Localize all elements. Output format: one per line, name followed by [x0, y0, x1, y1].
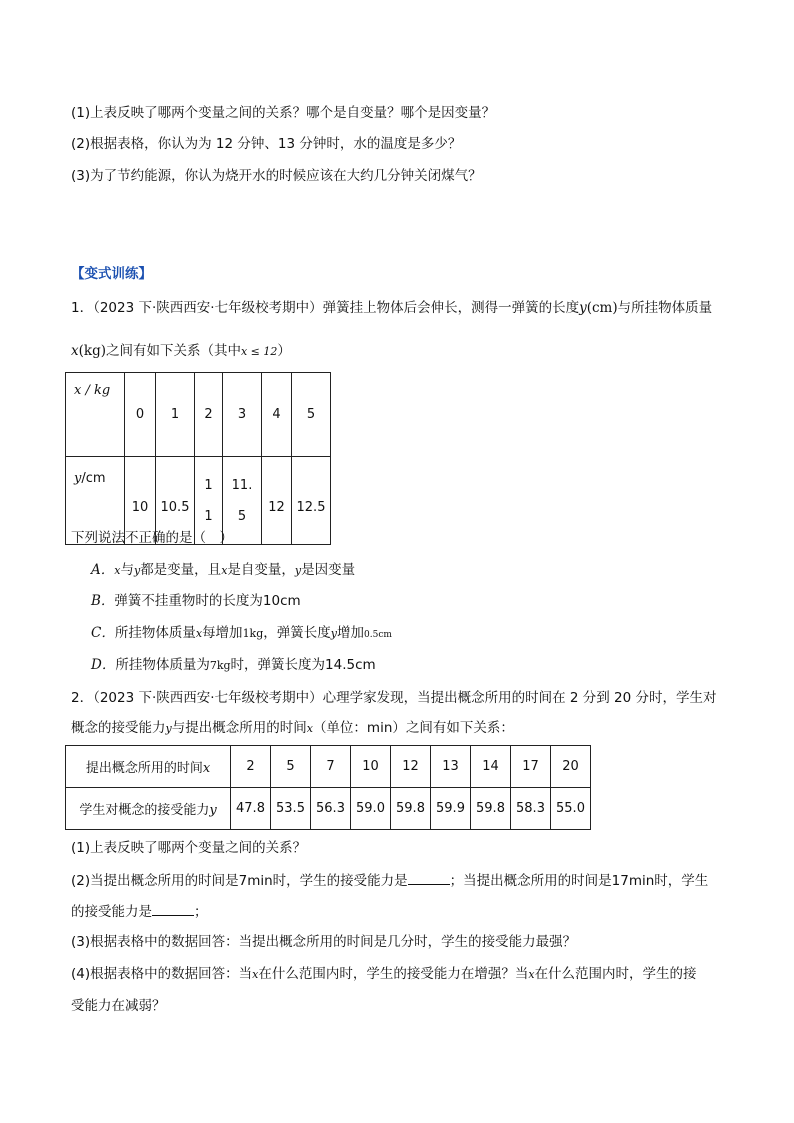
table-cell: 14	[471, 746, 511, 788]
q2-stem-c: （单位：min）之间有如下关系：	[312, 720, 514, 736]
q1-option-b	[91, 591, 301, 611]
var-x: x	[114, 564, 121, 577]
table-cell: 4	[262, 373, 292, 457]
table-header-y-var: y	[74, 471, 82, 486]
question-1: (1)上表反映了哪两个变量之间的关系？哪个是自变量？哪个是因变量？	[71, 105, 496, 121]
q1-unit-cm: (cm)	[586, 300, 618, 316]
table-header-x-text: x / kg	[74, 383, 111, 398]
q2-sub2-d: ；	[194, 904, 208, 920]
table-cell: 5	[271, 746, 311, 788]
table-cell: 59.0	[351, 788, 391, 830]
q1-var-y: y	[579, 300, 587, 316]
q2-sub4-b: 在什么范围内时，学生的接受能力在增强？当	[258, 966, 529, 982]
table-cell: 59.9	[431, 788, 471, 830]
table-cell: 1	[156, 373, 195, 457]
table-cell: 7	[311, 746, 351, 788]
table-header-ability	[66, 788, 231, 830]
table-cell: 3	[223, 373, 262, 457]
table-cell: 2	[231, 746, 271, 788]
option-text: 是自变量，	[227, 562, 295, 578]
table-cell: 47.8	[231, 788, 271, 830]
table-cell: 20	[551, 746, 591, 788]
q2-sub3: (3)根据表格中的数据回答：当提出概念所用的时间是几分时，学生的接受能力最强？	[71, 934, 577, 950]
table-cell: 13	[431, 746, 471, 788]
q2-sub2-c: 的接受能力是	[71, 904, 152, 920]
option-text: 增加	[337, 625, 364, 641]
table-row	[66, 373, 331, 457]
option-text: 与	[120, 562, 134, 578]
table-cell: 10.5	[156, 457, 195, 545]
table-header-time	[66, 746, 231, 788]
table-cell: 59.8	[471, 788, 511, 830]
q2-sub4-c: 在什么范围内时，学生的接	[534, 966, 697, 982]
question-2: (2)根据表格，你认为为 12 分钟、13 分钟时，水的温度是多少？	[71, 136, 462, 152]
option-text: 每增加	[202, 625, 243, 641]
option-label: A．	[91, 562, 115, 578]
option-text: 所挂物体质量为	[115, 657, 210, 673]
option-text: 弹簧不挂重物时的长度为10cm	[114, 593, 301, 609]
option-text: 是因变量	[301, 562, 356, 578]
q2-sub4-a: (4)根据表格中的数据回答：当	[71, 966, 253, 982]
answer-blank[interactable]	[408, 870, 450, 885]
q1-prompt: 下列说法不正确的是（ ）	[71, 530, 233, 546]
q1-stem-d: ）	[277, 343, 291, 359]
table-header-text: 学生对概念的接受能力	[79, 803, 210, 818]
table-cell: 17	[511, 746, 551, 788]
q1-stem-line1	[71, 298, 712, 318]
var-x: x	[528, 968, 535, 981]
table-cell: 12.5	[292, 457, 331, 545]
unit-kg: 7kg	[209, 659, 231, 672]
q1-table	[65, 372, 331, 545]
q2-sub2-line2	[71, 901, 208, 922]
var-x: x	[195, 627, 203, 640]
table-cell: 0	[125, 373, 156, 457]
q1-condition: x ≤ 12	[240, 345, 278, 358]
q2-sub4-line2: 受能力在减弱？	[71, 998, 166, 1014]
var-y: y	[133, 564, 141, 577]
table-cell: 5	[292, 373, 331, 457]
section-title: 【变式训练】	[71, 266, 152, 282]
q1-stem-line2	[71, 341, 291, 362]
table-cell: 56.3	[311, 788, 351, 830]
table-cell: 12	[391, 746, 431, 788]
table-header-x	[66, 373, 125, 457]
table-cell: 59.8	[391, 788, 431, 830]
table-header-y-unit: /cm	[81, 471, 106, 486]
q1-stem-a: 1．（2023 下·陕西西安·七年级校考期中）弹簧挂上物体后会伸长，测得一弹簧的长度	[71, 300, 580, 316]
table-cell: 1 1	[195, 457, 223, 545]
q2-var-y: y	[165, 722, 172, 735]
option-text: 所挂物体质量	[114, 625, 196, 641]
option-label: B．	[91, 593, 115, 609]
table-cell: 53.5	[271, 788, 311, 830]
table-cell: 2	[195, 373, 223, 457]
var-y: y	[330, 627, 337, 640]
table-cell: 10	[351, 746, 391, 788]
q1-unit-kg: (kg)	[78, 343, 106, 359]
table-row	[66, 788, 591, 830]
q1-var-x: x	[71, 343, 79, 359]
var-x: x	[202, 761, 211, 776]
table-cell: 55.0	[551, 788, 591, 830]
q2-var-x: x	[306, 722, 313, 735]
var-x: x	[252, 968, 259, 981]
option-text: ，弹簧长度	[263, 625, 331, 641]
q2-sub2-line1	[71, 870, 708, 891]
option-label: D．	[91, 657, 116, 673]
unit-cm: 0.5cm	[364, 630, 392, 640]
var-x: x	[221, 564, 228, 577]
q2-sub2-a: (2)当提出概念所用的时间是7min时，学生的接受能力是	[71, 873, 408, 889]
q2-stem-b: 与提出概念所用的时间	[171, 720, 307, 736]
option-label: C．	[91, 625, 115, 641]
var-y: y	[294, 564, 302, 577]
table-cell: 58.3	[511, 788, 551, 830]
option-text: 都是变量，且	[140, 562, 222, 578]
answer-blank[interactable]	[152, 901, 194, 916]
q2-sub2-b: ；当提出概念所用的时间是17min时，学生	[449, 873, 709, 889]
table-header-text: 提出概念所用的时间	[85, 761, 203, 776]
q1-option-d	[91, 655, 376, 676]
q1-option-c	[91, 623, 392, 645]
var-y: y	[209, 803, 217, 818]
question-3: (3)为了节约能源，你认为烧开水的时候应该在大约几分钟关闭煤气？	[71, 168, 482, 184]
table-cell: 11. 5	[223, 457, 262, 545]
q1-stem-c: 之间有如下关系（其中	[105, 343, 241, 359]
q2-table	[65, 745, 591, 830]
q1-stem-b: 与所挂物体质量	[617, 300, 713, 316]
option-text: 时，弹簧长度为14.5cm	[230, 657, 376, 673]
q2-stem-a: 概念的接受能力	[71, 720, 166, 736]
table-cell: 10	[125, 457, 156, 545]
q2-stem-line2	[71, 718, 514, 739]
q1-option-a	[91, 560, 355, 581]
q2-sub4-line1	[71, 964, 697, 985]
q2-stem-line1: 2．（2023 下·陕西西安·七年级校考期中）心理学家发现，当提出概念所用的时间在 2 分到 20 分时，学生对	[71, 690, 717, 706]
q2-sub1: (1)上表反映了哪两个变量之间的关系？	[71, 840, 307, 856]
table-cell: 12	[262, 457, 292, 545]
unit-kg: 1kg	[242, 627, 264, 640]
table-row	[66, 746, 591, 788]
